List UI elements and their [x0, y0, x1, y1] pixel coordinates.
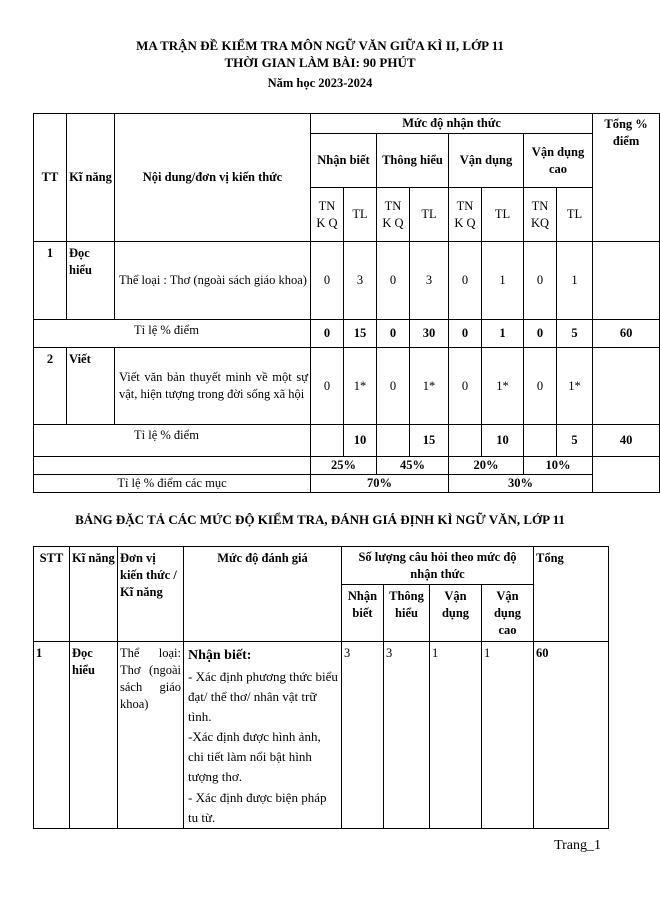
table-cell: 30 [410, 320, 449, 348]
table-cell: 0 [449, 320, 482, 348]
sub-header: TL [557, 188, 593, 242]
table-cell [377, 425, 410, 457]
level-header: Vận dụng cao [524, 134, 593, 188]
table-cell-total: 60 [593, 320, 660, 348]
table-cell: 15 [410, 425, 449, 457]
table-row-content: Thể loại : Thơ (ngoài sách giáo khoa) [115, 242, 311, 320]
table-cell: 0 [449, 242, 482, 320]
table-row-skill: Đọc hiểu [67, 242, 115, 320]
level-header: Thông hiểu [384, 585, 430, 642]
doc-title: MA TRẬN ĐỀ KIỂM TRA MÔN NGỮ VĂN GIỮA KÌ II, LỚP 11 [136, 38, 504, 53]
col-header-assessment: Mức độ đánh giá [184, 547, 342, 642]
table-cell [524, 425, 557, 457]
table-row-unit: Thể loại: Thơ (ngoài sách giáo khoa) [118, 642, 184, 829]
sub-header: TL [344, 188, 377, 242]
table-cell: 0 [524, 348, 557, 425]
table-cell: 10 [344, 425, 377, 457]
desc-title: Nhận biết: [188, 648, 252, 663]
table-cell [593, 242, 660, 320]
level-header: Vận dụng [449, 134, 524, 188]
col-header-unit: Đơn vị kiến thức / Kĩ năng [118, 547, 184, 642]
table-cell: 1* [557, 348, 593, 425]
table-cell-total: 60 [534, 642, 609, 829]
level-header: Thông hiểu [377, 134, 449, 188]
doc-school-year: Năm học 2023-2024 [267, 76, 373, 90]
table-cell: 1 [557, 242, 593, 320]
table-cell: 0 [377, 242, 410, 320]
table-cell-total: 40 [593, 425, 660, 457]
table-cell: 1 [482, 320, 524, 348]
table-cell: 1* [344, 348, 377, 425]
table-cell: 5 [557, 320, 593, 348]
table-cell: 0 [524, 242, 557, 320]
table-cell: 0 [377, 320, 410, 348]
section-percent: 70% [311, 475, 449, 493]
col-header-skill: Kĩ năng [67, 114, 115, 242]
table-cell: 3 [344, 242, 377, 320]
sub-header: TL [410, 188, 449, 242]
col-header-stt: STT [34, 547, 70, 642]
table-cell: 0 [311, 348, 344, 425]
table-cell: 3 [384, 642, 430, 829]
table-cell: 0 [449, 348, 482, 425]
table-cell: 10 [482, 425, 524, 457]
table-cell [449, 425, 482, 457]
col-header-content: Nội dung/đơn vị kiến thức [115, 114, 311, 242]
table-cell: 0 [311, 320, 344, 348]
table-row-content: Viết văn bản thuyết minh về một sự vật, hiện tượng trong đời sống xã hội [115, 348, 311, 425]
desc-line: - Xác định được biện pháp tu từ. [188, 789, 327, 825]
page-number: Trang_1 [554, 838, 601, 853]
table-cell: 1 [482, 642, 534, 829]
col-header-question-count: Số lượng câu hỏi theo mức độ nhận thức [342, 547, 534, 585]
level-header: Nhận biết [311, 134, 377, 188]
doc-duration: THỜI GIAN LÀM BÀI: 90 PHÚT [224, 55, 416, 70]
table-cell [311, 425, 344, 457]
matrix-table [33, 113, 660, 493]
col-header-levels: Mức độ nhận thức [311, 114, 593, 134]
table-cell: 1 [482, 242, 524, 320]
table-cell: 3 [342, 642, 384, 829]
table-cell: 15 [344, 320, 377, 348]
level-percent: 45% [377, 457, 449, 475]
col-header-total: Tổng [534, 547, 609, 642]
desc-line: -Xác định được hình ảnh, chi tiết làm nổi bật hình tượng thơ. [188, 729, 321, 785]
level-percent: 10% [524, 457, 593, 475]
level-header: Vận dụng cao [482, 585, 534, 642]
spec-table-title: BẢNG ĐẶC TẢ CÁC MỨC ĐỘ KIỂM TRA, ĐÁNH GIÁ ĐỊNH KÌ NGỮ VĂN, LỚP 11 [75, 512, 565, 527]
table-row-number: 1 [34, 242, 67, 320]
table-cell: 3 [410, 242, 449, 320]
section-ratio-label: Tỉ lệ % điểm các mục [34, 475, 311, 493]
section-percent: 30% [449, 475, 593, 493]
table-cell: 0 [524, 320, 557, 348]
sub-header: TN K Q [449, 188, 482, 242]
col-header-tt: TT [34, 114, 67, 242]
col-header-skill: Kĩ năng [70, 547, 118, 642]
table-cell: 0 [311, 242, 344, 320]
table-row-number: 1 [34, 642, 70, 829]
ratio-label: Tỉ lệ % điểm [34, 425, 311, 457]
level-percent: 25% [311, 457, 377, 475]
level-header: Nhận biết [342, 585, 384, 642]
desc-line: - Xác định phương thức biểu đạt/ thể thơ/ nhân vật trữ tình. [188, 668, 338, 724]
table-cell: 1 [430, 642, 482, 829]
level-header: Vận dụng [430, 585, 482, 642]
table-row-number: 2 [34, 348, 67, 425]
table-row-skill: Viết [67, 348, 115, 425]
table-cell: 0 [377, 348, 410, 425]
sub-header: TL [482, 188, 524, 242]
table-cell: 1* [410, 348, 449, 425]
assessment-description [184, 642, 342, 829]
sub-header: TN KQ [524, 188, 557, 242]
table-cell [593, 348, 660, 425]
table-cell: 5 [557, 425, 593, 457]
table-row-skill: Đọc hiểu [70, 642, 118, 829]
table-cell [593, 457, 660, 493]
table-cell [34, 457, 311, 475]
sub-header: TN K Q [311, 188, 344, 242]
ratio-label: Tỉ lệ % điểm [34, 320, 311, 348]
table-cell: 1* [482, 348, 524, 425]
spec-table [33, 546, 609, 829]
sub-header: TN K Q [377, 188, 410, 242]
col-header-total: Tổng % điểm [593, 114, 660, 242]
level-percent: 20% [449, 457, 524, 475]
